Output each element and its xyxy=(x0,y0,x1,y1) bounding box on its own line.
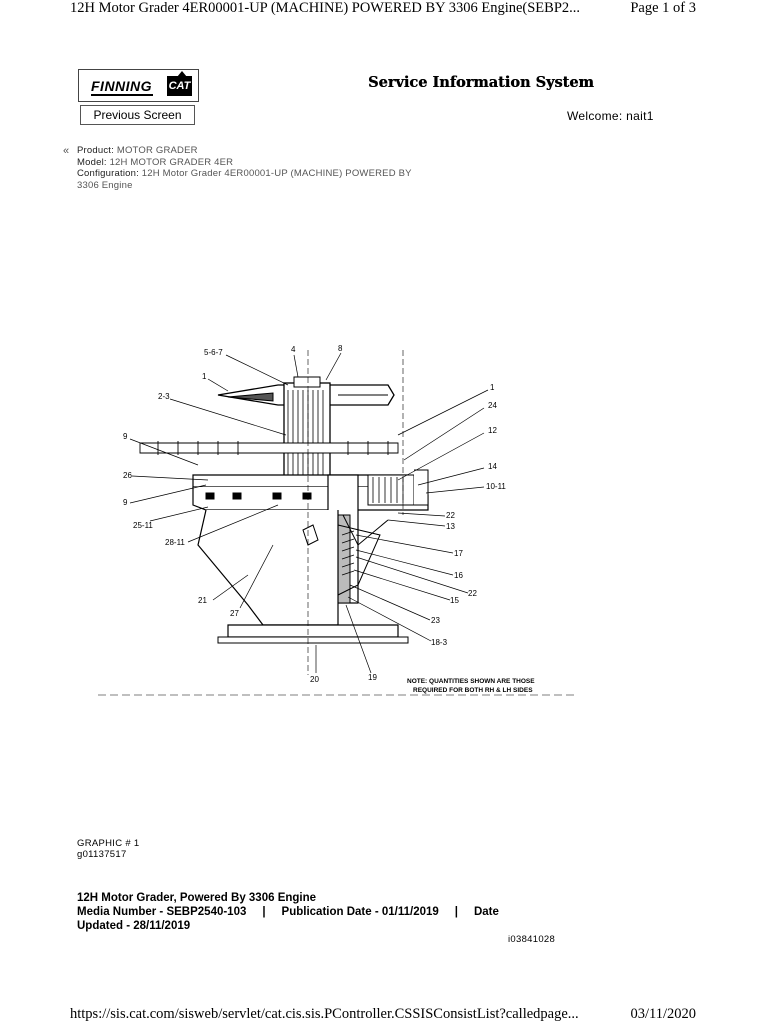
configuration-value-cont: 3306 Engine xyxy=(77,179,133,191)
callout-label: 20 xyxy=(310,675,319,684)
summary-updated-line: Updated - 28/11/2019 xyxy=(77,920,191,932)
product-label: Product: xyxy=(77,145,114,156)
product-meta xyxy=(77,145,477,191)
callout-label: 17 xyxy=(454,549,463,558)
callout-label: 13 xyxy=(446,522,455,531)
configuration-label: Configuration: xyxy=(77,168,139,179)
cat-logo-mark: CAT xyxy=(167,76,192,96)
callout-label: 25-11 xyxy=(133,521,153,530)
callout-label: 21 xyxy=(198,596,207,605)
graphic-number: GRAPHIC # 1 xyxy=(77,838,140,849)
logo-underline xyxy=(91,94,153,96)
graphic-id: g01137517 xyxy=(77,849,127,860)
print-header-title: 12H Motor Grader 4ER00001-UP (MACHINE) POWERED BY 3306 Engine(SEBP2... xyxy=(70,0,581,16)
welcome-user: Welcome: nait1 xyxy=(567,109,654,123)
callout-label: 4 xyxy=(291,345,296,354)
product-value: MOTOR GRADER xyxy=(116,145,198,156)
callout-label: 14 xyxy=(488,462,497,471)
callout-label: 1 xyxy=(202,372,207,381)
callout-label: 28-11 xyxy=(165,538,185,547)
diagram-note-line1: NOTE: QUANTITIES SHOWN ARE THOSE xyxy=(407,678,535,685)
callout-label: 9 xyxy=(123,432,128,441)
configuration-row xyxy=(77,168,477,180)
double-chevron-left-icon[interactable]: « xyxy=(63,145,70,157)
callout-label: 18-3 xyxy=(431,638,448,647)
print-footer-date: 03/11/2020 xyxy=(630,1006,696,1022)
graphic-reference xyxy=(77,838,139,860)
callout-label: 2-3 xyxy=(158,392,170,401)
finning-cat-logo[interactable] xyxy=(78,69,199,102)
print-header-page: Page 1 of 3 xyxy=(630,0,696,16)
summary-title: 12H Motor Grader, Powered By 3306 Engine xyxy=(77,892,317,904)
callout-label: 24 xyxy=(488,401,497,410)
document-id: i03841028 xyxy=(508,934,556,945)
callout-label: 10-11 xyxy=(486,482,506,491)
diagram-note-line2: REQUIRED FOR BOTH RH & LH SIDES xyxy=(413,687,533,694)
model-value: 12H MOTOR GRADER 4ER xyxy=(109,156,234,168)
callout-label: 23 xyxy=(431,616,440,625)
media-summary xyxy=(77,891,499,933)
model-label: Model: xyxy=(77,156,107,168)
callout-label: 5-6-7 xyxy=(204,348,223,357)
previous-screen-button[interactable]: Previous Screen xyxy=(80,105,195,125)
callout-label: 19 xyxy=(368,673,377,682)
configuration-value: 12H Motor Grader 4ER00001-UP (MACHINE) POWERED BY xyxy=(141,168,412,179)
callout-label: 8 xyxy=(338,344,343,353)
callout-label: 22 xyxy=(446,511,455,520)
callout-label: 16 xyxy=(454,571,463,580)
logo-brand-text: FINNING xyxy=(91,78,153,94)
callout-label: 15 xyxy=(450,596,459,605)
model-row xyxy=(77,157,477,169)
summary-media-line: Media Number - SEBP2540-103 | Publication Date - 01/11/2019 | Date xyxy=(77,906,499,918)
callout-label: 26 xyxy=(123,471,132,480)
callout-label: 22 xyxy=(468,589,477,598)
parts-diagram xyxy=(98,335,588,705)
callout-label: 9 xyxy=(123,498,128,507)
system-title: Service Information System xyxy=(368,74,594,91)
print-footer-url: https://sis.cat.com/sisweb/servlet/cat.cis.sis.PController.CSSISConsistList?calledpage... xyxy=(70,1006,579,1022)
callout-label: 1 xyxy=(490,383,495,392)
product-row xyxy=(77,145,477,157)
callout-label: 12 xyxy=(488,426,497,435)
callout-label: 27 xyxy=(230,609,239,618)
